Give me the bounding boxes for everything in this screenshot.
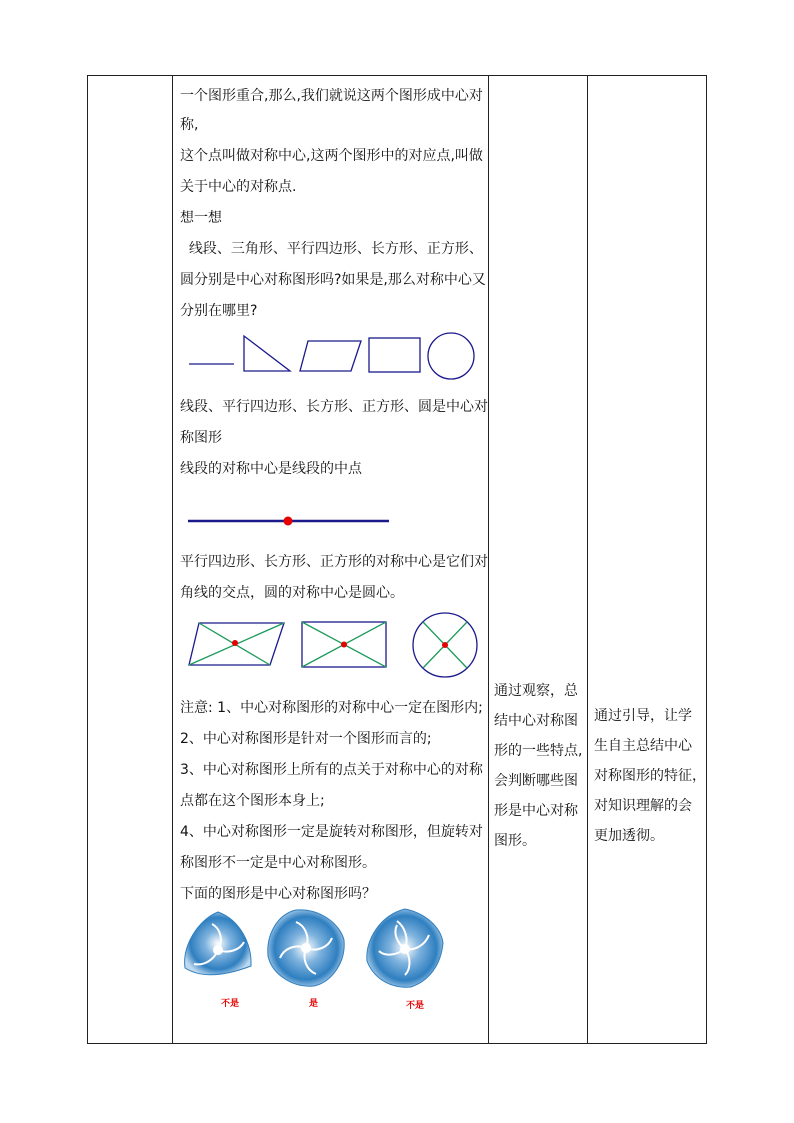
answer-label: 不是 (221, 999, 240, 1009)
text-line: 通过观察，总 (494, 683, 578, 699)
text-line: 对知识理解的会 (594, 798, 692, 814)
answer-label: 是 (309, 999, 319, 1009)
text-line: 注意: 1、中心对称图形的对称中心一定在图形内; (180, 700, 483, 716)
text-line: 生自主总结中心 (594, 738, 692, 754)
text-line: 一个图形重合,那么,我们就说这两个图形成中心对 (180, 88, 483, 104)
section-title: 想一想 (180, 210, 222, 226)
column-divider (172, 76, 173, 1043)
text-line: 更加透彻。 (594, 828, 664, 844)
circle-shape (428, 333, 474, 379)
rectangle-diagonals (302, 622, 386, 667)
text-line: 形的一些特点, (494, 743, 583, 759)
swirl-five-arm-icon (367, 909, 443, 987)
text-line: 称图形 (180, 430, 222, 446)
segment-midpoint-figure (180, 506, 488, 536)
text-line: 3、中心对称图形上所有的点关于对称中心的对称 (180, 762, 483, 778)
triangle-shape (244, 336, 290, 371)
question-text: 下面的图形是中心对称图形吗？ (180, 886, 376, 902)
text-line: 关于中心的对称点. (180, 179, 297, 195)
circle-diameters (413, 613, 477, 677)
text-line: 称, (180, 117, 199, 133)
column-divider (587, 76, 588, 1043)
column-divider (488, 76, 489, 1043)
parallelogram-shape (300, 341, 361, 371)
parallelogram-diagonals (189, 623, 284, 665)
text-line: 平行四边形、长方形、正方形的对称中心是它们对 (180, 554, 488, 570)
text-line: 线段、三角形、平行四边形、长方形、正方形、 (180, 241, 483, 257)
text-line: 分别在哪里? (180, 303, 258, 319)
rectangle-shape (369, 338, 420, 372)
text-line: 形是中心对称 (494, 803, 578, 819)
text-line: 线段、平行四边形、长方形、正方形、圆是中心对 (180, 399, 488, 415)
text-line: 4、中心对称图形一定是旋转对称图形，但旋转对 (180, 824, 483, 840)
diagonal-centers-figure (180, 606, 488, 676)
design-intent-column (594, 701, 706, 851)
text-line: 通过引导，让学 (594, 708, 692, 724)
text-line: 线段的对称中心是线段的中点 (180, 461, 362, 477)
text-line: 称图形不一定是中心对称图形。 (180, 855, 376, 871)
text-line: 2、中心对称图形是针对一个图形而言的; (180, 731, 432, 747)
text-line: 结中心对称图 (494, 713, 578, 729)
lesson-table (87, 75, 707, 1044)
text-line: 点都在这个图形本身上; (180, 793, 325, 809)
text-line: 圆分别是中心对称图形吗?如果是,那么对称中心又 (180, 272, 486, 288)
summary-column (494, 676, 586, 856)
answer-label: 不是 (406, 1001, 425, 1011)
text-line: 会判断哪些图 (494, 773, 578, 789)
swirl-figures (180, 906, 488, 991)
midpoint-dot (284, 517, 293, 526)
swirl-three-arm-icon (185, 912, 251, 975)
text-line: 图形。 (494, 833, 536, 849)
swirl-four-arm-icon (268, 910, 344, 986)
text-line: 这个点叫做对称中心,这两个图形中的对应点,叫做 (180, 148, 483, 164)
text-line: 对称图形的特征， (594, 768, 706, 784)
basic-shapes-figure (180, 326, 488, 386)
text-line: 角线的交点，圆的对称中心是圆心。 (180, 585, 404, 601)
